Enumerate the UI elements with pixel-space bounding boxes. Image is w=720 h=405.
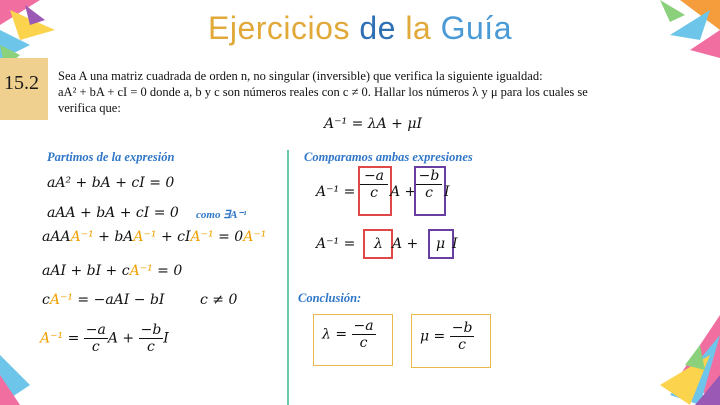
row2-end: I [452,236,458,252]
result-lambda-den: c [359,335,368,351]
result-mu-lhs: μ = [420,328,446,345]
row1-mid: A + [390,184,417,200]
eq3-part-3: + cI [156,229,191,245]
decorative-confetti-bottom-right [640,315,720,405]
eq6-frac-a-num: −a [85,322,106,338]
left-como-note: como ∃A⁻¹ [196,209,247,221]
left-heading: Partimos de la expresión [47,150,175,164]
eq3-part-4: = 0 [213,229,244,245]
left-eq-2: aAA + bA + cI = 0 [47,205,179,221]
result-lambda-num: −a [353,318,374,334]
eq4-part-2: = 0 [152,263,183,279]
eq3-inverse-3: A⁻¹ [190,229,214,245]
result-lambda-fraction [352,318,376,351]
eq4-inverse: A⁻¹ [129,263,153,279]
right-heading: Comparamos ambas expresiones [304,150,473,164]
row2-lhs: A⁻¹ = [316,236,356,252]
conclusion-heading: Conclusión: [298,291,362,305]
eq6-equals: = [63,330,84,347]
column-divider [287,150,289,405]
problem-line-1: Sea A una matriz cuadrada de orden n, no singular (inversible) que verifica la siguiente igualdad: [58,69,543,83]
eq6-inverse: A⁻¹ [40,330,64,347]
row2-lambda: λ [374,236,383,252]
row2-mu: μ [436,236,446,252]
row1-frac-b-num: −b [416,168,442,185]
eq5-inverse: A⁻¹ [49,292,73,308]
eq4-part-1: aAI + bI + c [42,263,130,279]
title-word-4: Guía [440,10,512,46]
eq3-part-2: + bA [93,229,134,245]
row1-frac-b-den: c [425,185,433,201]
result-lambda [322,318,376,351]
eq6-fraction-a [84,322,108,355]
left-eq-1: aA² + bA + cI = 0 [47,175,175,191]
eq3-inverse-4: A⁻¹ [243,229,267,245]
eq6-end: I [163,330,169,347]
result-mu-fraction [450,320,475,353]
eq5-part-2: = −aAI − bI [72,292,165,308]
eq3-part-1: aAA [42,229,71,245]
eq5-part-1: c [42,292,50,308]
result-lambda-lhs: λ = [322,326,348,343]
row1-frac-a [360,168,388,201]
eq6-frac-b-den: c [147,339,155,355]
left-eq-6 [40,322,169,355]
left-eq-5 [42,292,164,308]
page-title [0,10,720,47]
row1-frac-a-den: c [370,185,378,201]
problem-line-2: aA² + bA + cI = 0 donde a, b y c son números reales con c ≠ 0. Hallar los números λ y μ para los cuales se [58,85,588,99]
exercise-number: 15.2 [4,72,39,94]
row1-frac-b [416,168,442,201]
eq6-frac-b-num: −b [140,322,162,338]
result-mu-num: −b [451,320,473,336]
eq6-mid: A + [107,330,139,347]
row1-lhs: A⁻¹ = [316,184,356,200]
result-mu [420,320,474,353]
eq6-frac-a-den: c [91,339,100,355]
title-word-3: la [405,10,432,46]
row1-fraction-a [360,168,388,201]
problem-statement [58,68,688,116]
problem-line-3: verifica que: [58,101,121,115]
row2-mid: A + [392,236,419,252]
title-word-2: de [359,10,396,46]
decorative-confetti-bottom-left [0,345,40,405]
row1-fraction-b [416,168,442,201]
left-condition: c ≠ 0 [200,292,238,308]
target-formula: A⁻¹ = λA + μI [324,116,422,132]
result-mu-den: c [458,337,466,353]
title-word-1: Ejercicios [208,10,350,46]
row1-end: I [444,184,450,200]
left-eq-3 [42,229,266,245]
row1-frac-a-num: −a [360,168,388,185]
eq3-inverse-2: A⁻¹ [133,229,157,245]
eq6-fraction-b [139,322,164,355]
eq3-inverse-1: A⁻¹ [70,229,94,245]
left-eq-4 [42,263,182,279]
